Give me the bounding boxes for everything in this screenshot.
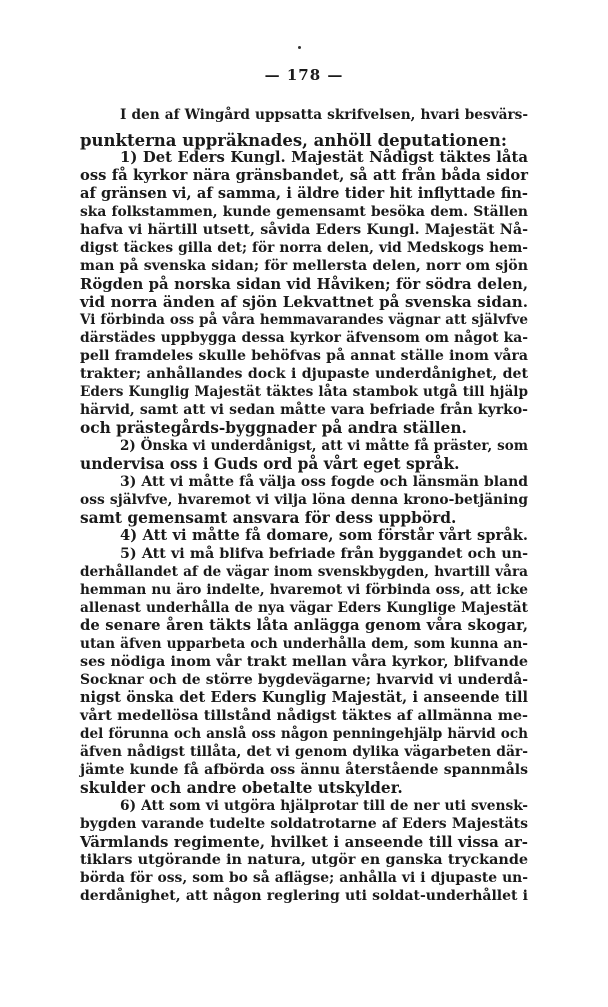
text-line: 1) Det Eders Kungl. Majestät Nådigst täktes låta	[120, 149, 528, 166]
text-line: allenast underhålla de nya vägar Eders Kunglige Majestät	[80, 600, 528, 616]
text-line: del förunna och anslå oss någon penningehjälp härvid och	[80, 726, 528, 742]
text-line: ses nödiga inom vår trakt mellan våra kyrkor, blifvande	[80, 654, 528, 670]
text-line: 3) Att vi måtte få välja oss fogde och länsmän bland	[120, 474, 528, 490]
text-line: Socknar och de större bygdevägarne; hvarvid vi underdå-	[80, 672, 528, 688]
text-line: man på svenska sidan; för mellersta delen, norr om sjön	[80, 258, 528, 274]
text-line: 5) Att vi må blifva befriade från byggandet och un-	[120, 546, 528, 562]
text-line: Värmlands regimente, hvilket i anseende till vissa ar-	[80, 833, 528, 851]
text-line: undervisa oss i Guds ord på vårt eget språk.	[80, 455, 460, 473]
text-line: samt gemensamt ansvara för dess uppbörd.	[80, 509, 457, 527]
text-line: af gränsen vi, af samma, i äldre tider hit inflyttade fin-	[80, 185, 528, 202]
intro-line: punkterna uppräknades, anhöll deputationen:	[80, 131, 507, 150]
text-line: härvid, samt att vi sedan måtte vara befriade från kyrko-	[80, 402, 528, 418]
text-line: trakter; anhållandes dock i djupaste underdånighet, det	[80, 366, 528, 382]
ink-dot	[298, 46, 301, 49]
text-line: vid norra änden af sjön Lekvattnet på svenska sidan.	[80, 293, 528, 311]
text-line: bygden varande tudelte soldatrotarne af Eders Majestäts	[80, 816, 528, 832]
text-line: oss få kyrkor nära gränsbandet, så att från båda sidor	[80, 167, 528, 184]
text-line: 2) Önska vi underdånigst, att vi måtte få präster, som	[120, 438, 528, 454]
text-line: 4) Att vi måtte få domare, som förstår vårt språk.	[120, 527, 528, 544]
text-line: därstädes uppbygga dessa kyrkor äfvensom om något ka-	[80, 330, 528, 346]
text-line: de senare åren täkts låta anlägga genom våra skogar,	[80, 617, 528, 634]
intro-paragraph	[80, 103, 528, 153]
text-line: derhållandet af de vägar inom svenskbygden, hvartill våra	[80, 564, 528, 580]
text-line: jämte kunde få afbörda oss ännu återstående spannmåls	[80, 762, 528, 778]
text-line: hafva vi härtill utsett, såvida Eders Kungl. Majestät Nå-	[80, 222, 528, 238]
text-line: derdånighet, att någon reglering uti soldat-underhållet i	[80, 888, 528, 904]
text-line: börda för oss, som bo så aflägse; anhålla vi i djupaste un-	[80, 870, 528, 886]
text-line: nigst önska det Eders Kunglig Majestät, i anseende till	[80, 689, 528, 706]
text-line: tiklars utgörande in natura, utgör en ganska tryckande	[80, 852, 528, 868]
text-line: Eders Kunglig Majestät täktes låta stambok utgå till hjälp	[80, 384, 528, 400]
text-line: vårt medellösa tillstånd nådigst täktes af allmänna me-	[80, 708, 528, 724]
text-line: pell framdeles skulle behöfvas på annat ställe inom våra	[80, 348, 528, 364]
text-line: digst täckes gilla det; för norra delen, vid Medskogs hem-	[80, 240, 528, 256]
text-line: Vi förbinda oss på våra hemmavarandes vägnar att självfve	[80, 312, 528, 328]
text-line: hemman nu äro indelte, hvaremot vi förbinda oss, att icke	[80, 582, 528, 598]
text-line: ska folkstammen, kunde gemensamt besöka dem. Ställen	[80, 204, 528, 220]
text-line: 6) Att som vi utgöra hjälprotar till de ner uti svensk-	[120, 798, 528, 814]
intro-line: I den af Wingård uppsatta skrifvelsen, hvari besvärs-	[120, 107, 528, 123]
text-line: Rögden på norska sidan vid Håviken; för södra delen,	[80, 275, 528, 293]
text-line: oss självfve, hvaremot vi vilja löna denna krono-betjäning	[80, 492, 528, 508]
body-text	[80, 149, 528, 905]
page-number: — 178 —	[264, 66, 344, 84]
text-line: äfven nådigst tillåta, det vi genom dylika vägarbeten där-	[80, 744, 528, 760]
text-line: utan äfven upparbeta och underhålla dem, som kunna an-	[80, 636, 528, 652]
text-line: skulder och andre obetalte utskylder.	[80, 779, 403, 797]
text-line: och prästegårds-byggnader på andra ställen.	[80, 419, 467, 437]
